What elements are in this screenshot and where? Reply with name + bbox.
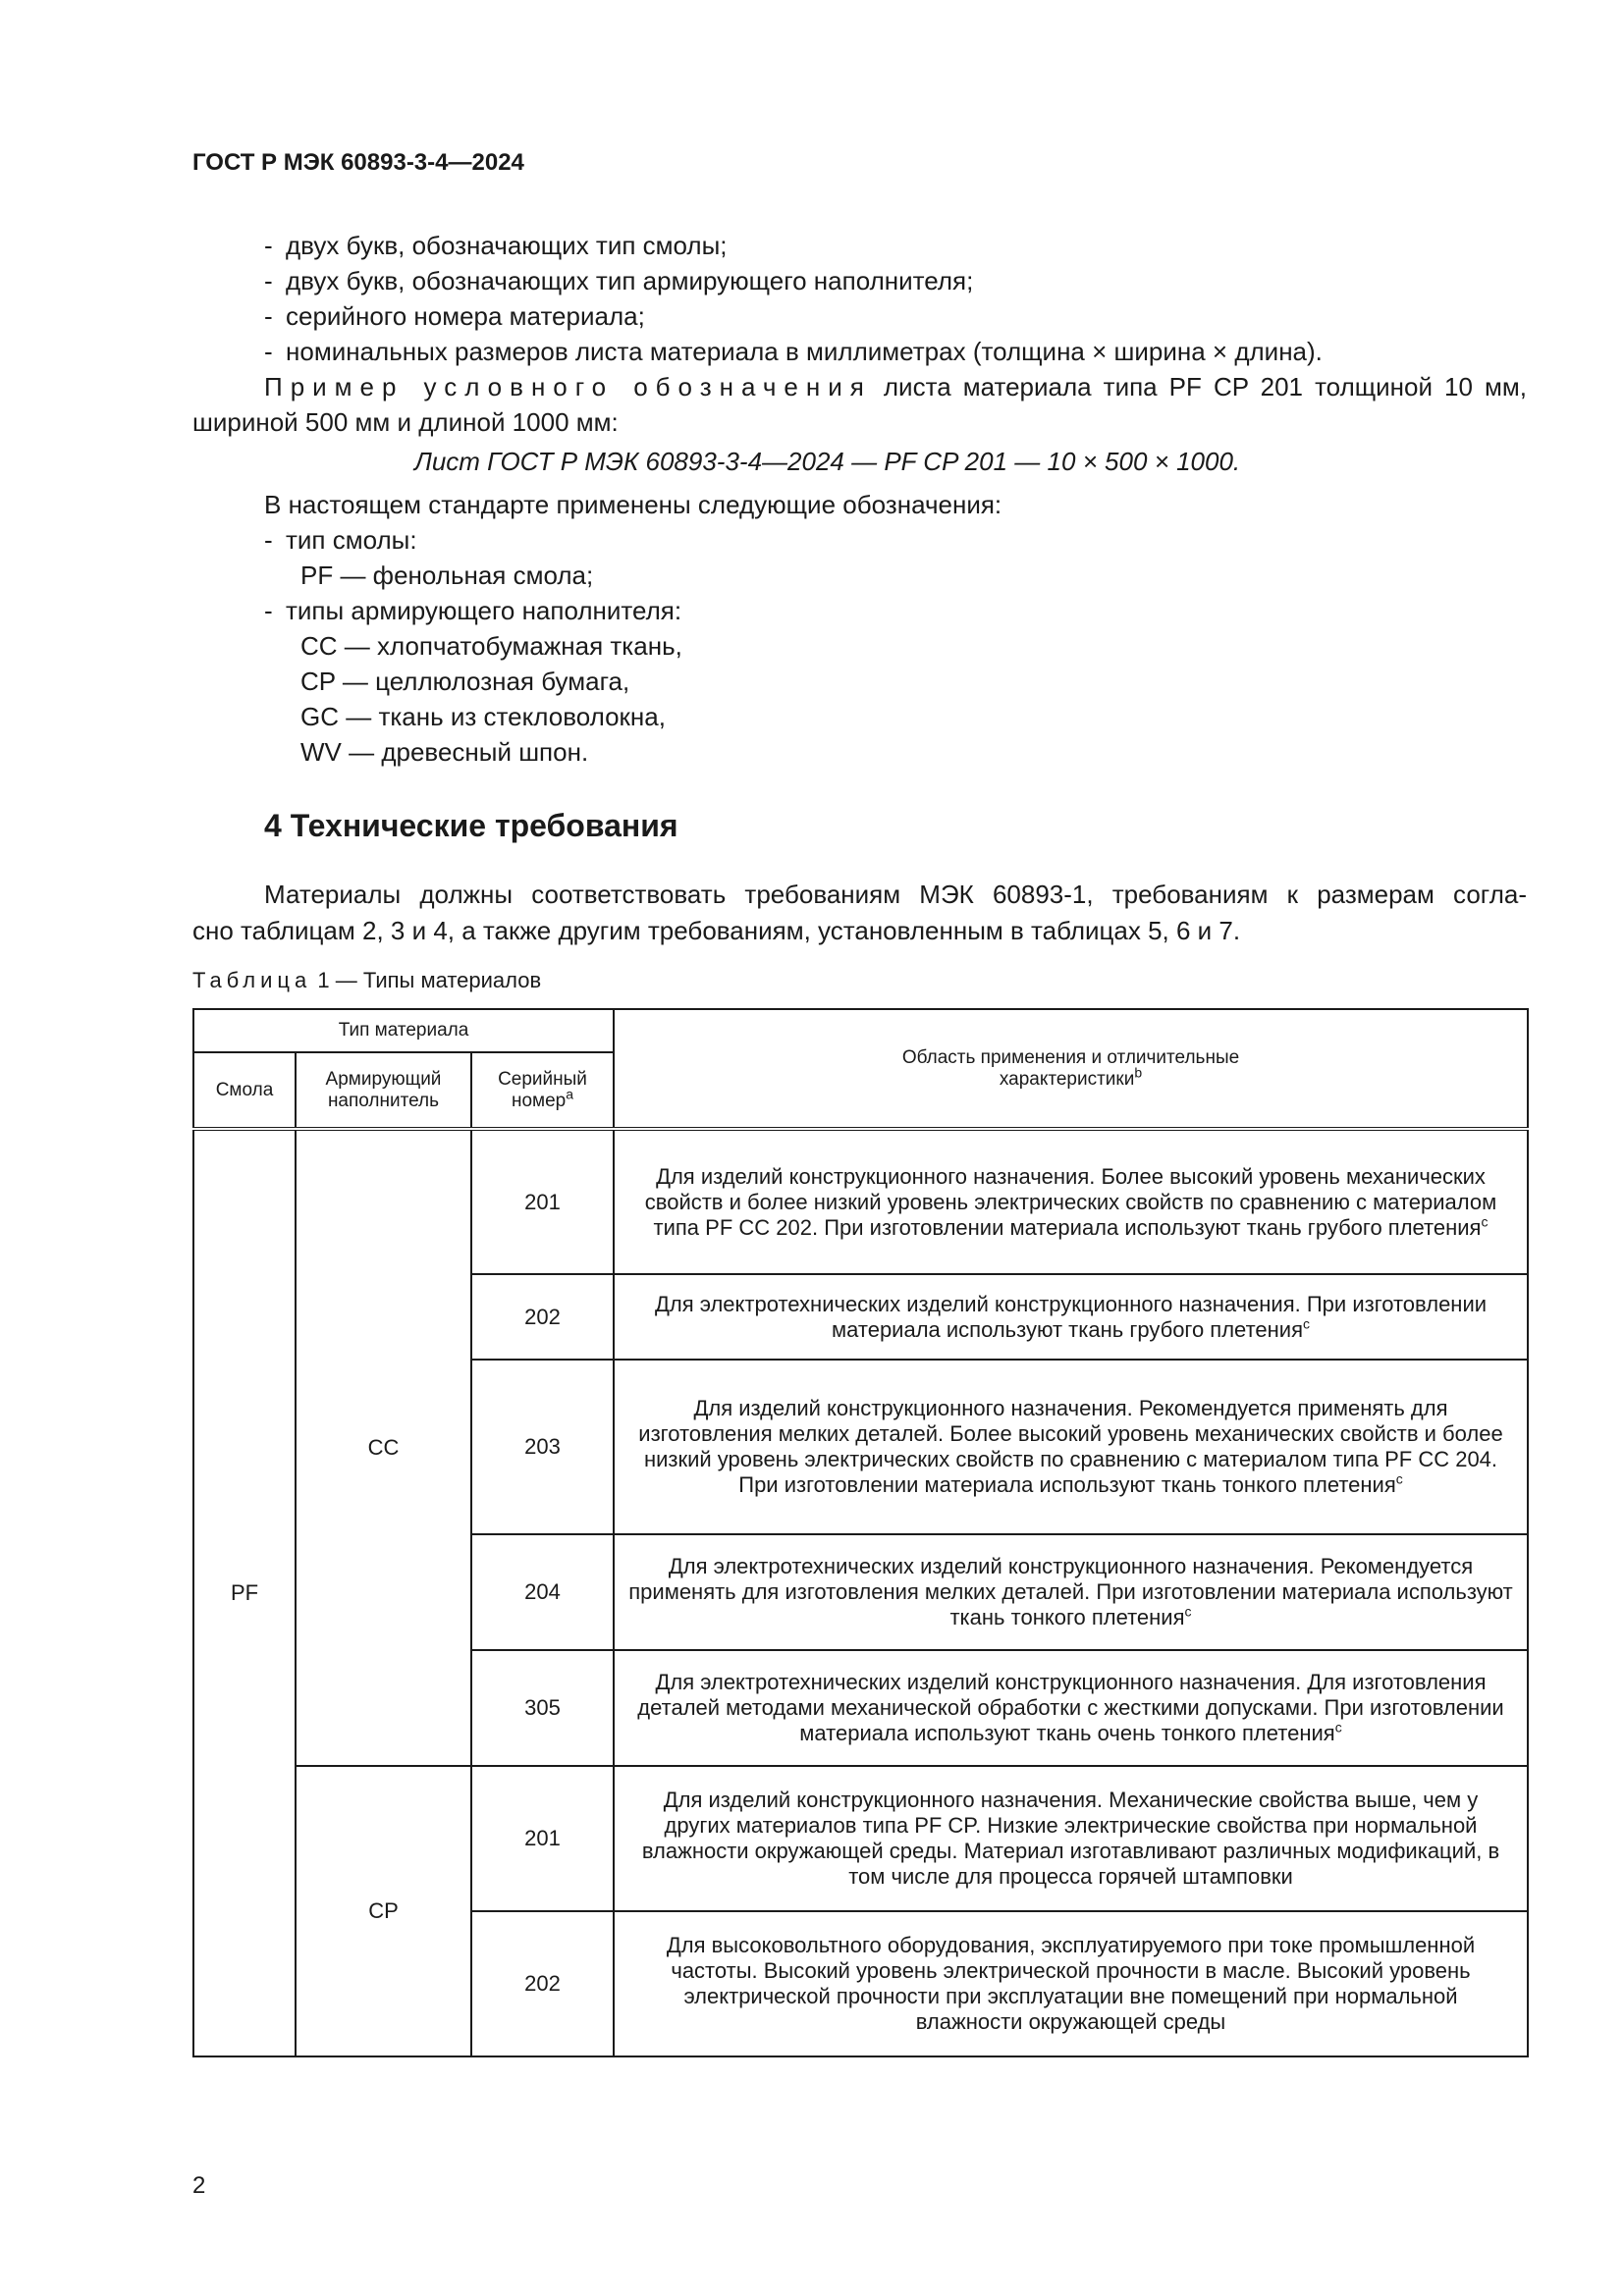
serial-cell: 202 <box>471 1911 614 2056</box>
header-resin: Смола <box>193 1052 296 1129</box>
list-item: - двух букв, обозначающих тип смолы; <box>264 231 728 260</box>
serial-cell: 201 <box>471 1766 614 1911</box>
description-cell: Для изделий конструкционного назначения. Механические свойства выше, чем у других материалов типа PF CP. Низкие электрические свойства при нормальной влажности окружающей среды. Материал изготавливают различных модификаций, в том числе для процесса горячей штамповки <box>614 1766 1528 1911</box>
page-number: 2 <box>192 2172 206 2199</box>
document-header: ГОСТ Р МЭК 60893-3-4—2024 <box>192 149 524 176</box>
description-cell: Для электротехнических изделий конструкционного назначения. При изготовлении материала используют ткань грубого плетения$^c$ <box>614 1274 1528 1360</box>
example-designation: Лист ГОСТ Р МЭК 60893-3-4—2024 — PF CP 201 — 10 × 500 × 1000. <box>414 447 1241 476</box>
resin-item: PF — фенольная смола; <box>300 561 594 590</box>
section-title: 4 Технические требования <box>264 808 678 843</box>
serial-cell: 201 <box>471 1129 614 1274</box>
example-label: Пример условного обозначения <box>264 372 872 401</box>
filler-item: WV — древесный шпон. <box>300 737 589 767</box>
description-cell: Для изделий конструкционного назначения. Рекомендуется применять для изготовления мелких деталей. Более высокий уровень механических свойств и более низкий уровень электрических свойств по сравнению с материалом типа PF CC 204. При изготовлении материала используют ткань тонкого плетения$^c$ <box>614 1360 1528 1534</box>
filler-item: CP — целлюлозная бумага, <box>300 667 630 696</box>
header-material-type: Тип материала <box>193 1009 614 1052</box>
header-serial: Серийный номер$^a$ <box>471 1052 614 1129</box>
serial-cell: 203 <box>471 1360 614 1534</box>
header-application: Область применения и отличительные характеристики$^b$ <box>614 1009 1528 1129</box>
header-filler: Армирующий наполнитель <box>296 1052 471 1129</box>
designations-intro: В настоящем стандарте применены следующие обозначения: <box>264 490 1002 519</box>
example-line: Пример условного обозначения листа материала типа PF CP 201 толщиной 10 мм, <box>264 372 1527 401</box>
serial-cell: 305 <box>471 1650 614 1766</box>
resin-cell: PF <box>193 1129 296 2056</box>
description-cell: Для электротехнических изделий конструкционного назначения. Рекомендуется применять для изготовления мелких деталей. При изготовлении материала используют ткань тонкого плетения$^c$ <box>614 1534 1528 1650</box>
description-cell: Для изделий конструкционного назначения. Более высокий уровень механических свойств и более низкий уровень электрических свойств по сравнению с материалом типа PF CC 202. При изготовлении материала используют ткань грубого плетения$^c$ <box>614 1129 1528 1274</box>
filler-item: GC — ткань из стекловолокна, <box>300 702 666 731</box>
section-paragraph-line: сно таблицам 2, 3 и 4, а также другим требованиям, установленным в таблицах 5, 6 и 7. <box>192 916 1241 945</box>
table-row <box>193 1766 1528 1911</box>
filler-cell-cc: CC <box>296 1129 471 1766</box>
example-line-2: шириной 500 мм и длиной 1000 мм: <box>192 407 619 437</box>
list-item: - серийного номера материала; <box>264 301 645 331</box>
resin-heading: - тип смолы: <box>264 525 417 555</box>
description-cell: Для электротехнических изделий конструкционного назначения. Для изготовления деталей методами механической обработки с жесткими допусками. При изготовлении материала используют ткань очень тонкого плетения$^c$ <box>614 1650 1528 1766</box>
section-paragraph-line: Материалы должны соответствовать требованиям МЭК 60893-1, требованиям к размерам согла- <box>264 880 1527 909</box>
table-row <box>193 1129 1528 1274</box>
table-caption: Таблица 1 — Типы материалов <box>192 968 542 992</box>
filler-item: CC — хлопчатобумажная ткань, <box>300 631 682 661</box>
materials-table <box>192 1008 1529 2057</box>
filler-cell-cp: CP <box>296 1766 471 2056</box>
filler-heading: - типы армирующего наполнителя: <box>264 596 682 625</box>
serial-cell: 204 <box>471 1534 614 1650</box>
serial-cell: 202 <box>471 1274 614 1360</box>
description-cell: Для высоковольтного оборудования, эксплуатируемого при токе промышленной частоты. Высокий уровень электрической прочности в масле. Высокий уровень электрической прочности при эксплуатации вне помещений при нормальной влажности окружающей среды <box>614 1911 1528 2056</box>
list-item: - двух букв, обозначающих тип армирующего наполнителя; <box>264 266 974 295</box>
list-item: - номинальных размеров листа материала в миллиметрах (толщина × ширина × длина). <box>264 337 1323 366</box>
